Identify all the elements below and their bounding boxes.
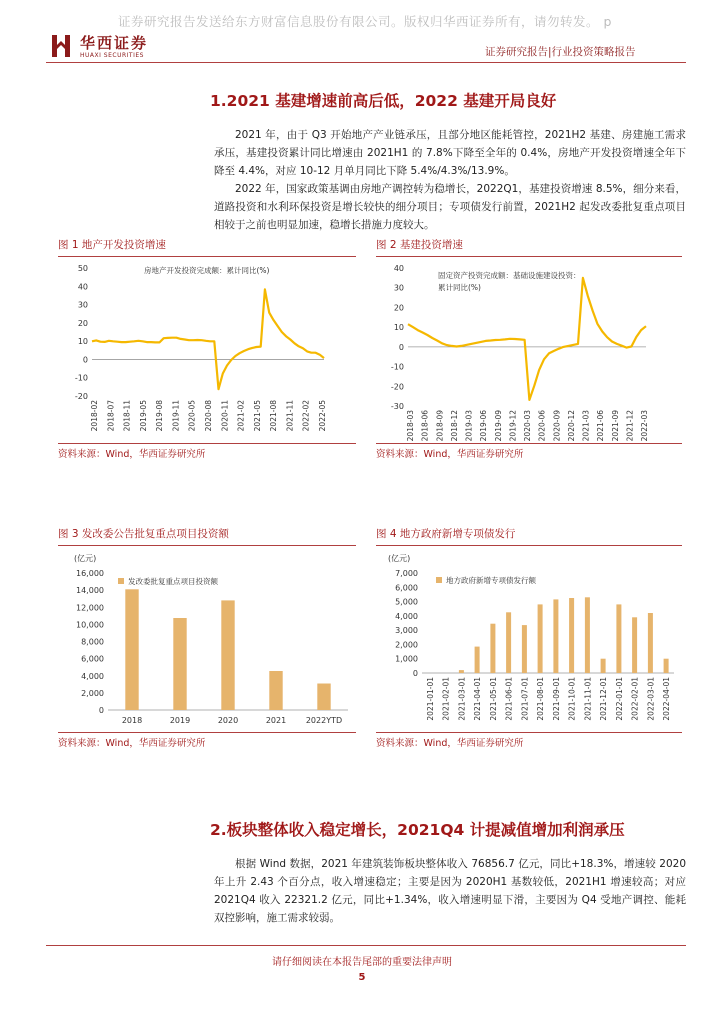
fig2-legend-text: 累计同比(%) <box>438 283 481 292</box>
fig4-category-label: 2021-02-01 <box>441 677 451 721</box>
fig2-bottom-rule <box>376 443 682 444</box>
fig3-bar <box>125 589 138 710</box>
footer-divider <box>46 945 686 946</box>
fig2-xtick-label: 2022-03 <box>640 410 649 442</box>
fig3-category-label: 2021 <box>265 716 287 725</box>
fig1-ytick-label: 0 <box>82 355 88 365</box>
fig2-xtick-label: 2021-06 <box>596 410 606 442</box>
fig4-category-label: 2022-04-01 <box>662 677 672 721</box>
fig1-xtick-label: 2022-05 <box>318 400 327 432</box>
section2-title: 2.板块整体收入稳定增长，2021Q4 计提减值增加利润承压 <box>210 821 625 839</box>
report-type-label: 证券研究报告|行业投资策略报告 <box>485 46 636 58</box>
fig2-xtick-label: 2021-03 <box>581 410 591 442</box>
fig3-ytick-label: 8,000 <box>81 637 104 647</box>
fig2-xtick-label: 2019-06 <box>479 410 489 442</box>
fig1-xtick-label: 2020-05 <box>187 400 197 432</box>
fig4-ytick-label: 2,000 <box>395 640 418 650</box>
fig2-ytick-label: -30 <box>390 402 404 411</box>
fig4-ytick-label: 4,000 <box>395 611 418 621</box>
logo-name-cn: 华西证券 <box>80 34 149 52</box>
fig2-ytick-label: -10 <box>390 362 404 372</box>
fig2-xtick-label: 2020-12 <box>566 410 576 442</box>
fig4-category-label: 2021-11-01 <box>583 677 593 721</box>
fig3-legend-text: 发改委批复重点项目投资额 <box>128 577 218 586</box>
fig4-ytick-label: 5,000 <box>395 597 418 607</box>
fig1-xtick-label: 2021-05 <box>252 400 262 432</box>
fig2-xtick-label: 2019-12 <box>508 410 518 442</box>
fig4-title: 图 4 地方政府新增专项债发行 <box>376 528 516 540</box>
fig1-ytick-label: 40 <box>77 282 88 292</box>
fig4-category-label: 2021-08-01 <box>536 677 546 721</box>
section1-title: 1.2021 基建增速前高后低，2022 基建开局良好 <box>210 92 557 110</box>
fig3-ytick-label: 6,000 <box>81 654 104 664</box>
fig2-source: 资料来源：Wind，华西证券研究所 <box>376 449 524 460</box>
fig2-xtick-label: 2018-12 <box>449 410 459 442</box>
fig3-category-label: 2020 <box>217 716 239 725</box>
fig1-ytick-label: 50 <box>77 264 88 273</box>
fig4-category-label: 2022-03-01 <box>646 677 656 721</box>
fig1-xtick-label: 2019-08 <box>155 400 165 432</box>
fig4-bar <box>522 625 527 673</box>
fig1-legend-text: 房地产开发投资完成额：累计同比(%) <box>144 266 270 275</box>
fig2-ytick-label: 10 <box>393 323 404 333</box>
fig4-bar <box>475 647 480 673</box>
fig2-legend-text: 固定资产投资完成额：基础设施建设投资： <box>438 271 581 280</box>
fig4-ytick-label: 6,000 <box>395 583 418 593</box>
fig2-xtick-label: 2019-09 <box>493 410 503 442</box>
fig2-title: 图 2 基建投资增速 <box>376 239 463 251</box>
fig4-category-label: 2021-05-01 <box>488 677 498 721</box>
fig2-series-line <box>408 278 646 400</box>
fig4-bar <box>506 612 511 673</box>
fig4-bar <box>648 613 653 673</box>
fig3-source: 资料来源：Wind，华西证券研究所 <box>58 738 206 749</box>
fig4-category-label: 2021-12-01 <box>599 677 609 721</box>
fig3-ytick-label: 16,000 <box>76 569 104 578</box>
fig3-ytick-label: 12,000 <box>76 603 104 613</box>
fig2-ytick-label: -20 <box>390 382 404 392</box>
fig1-xtick-label: 2020-11 <box>220 400 230 432</box>
fig3-bottom-rule <box>58 732 356 733</box>
fig4-category-label: 2021-04-01 <box>473 677 483 721</box>
section2-paragraph-1: 根据 Wind 数据，2021 年建筑装饰板块整体收入 76856.7 亿元，同比+18.3%，增速较 2020 年上升 2.43 个百分点，收入增速稳定；主要是因为 2020H1 基数较低，2021H1 增速较高；对应 2021Q4 收入 22321.2 亿元，同比+1.34%，收入增速明显下滑，主要因为 Q4 受地产调控、能耗双控影响，施工需求较弱。 <box>214 858 686 924</box>
page-number: 5 <box>358 972 366 983</box>
fig1-xtick-label: 2020-08 <box>204 400 213 432</box>
fig1-title: 图 1 地产开发投资增速 <box>58 239 166 251</box>
fig1-ytick-label: -20 <box>74 392 88 401</box>
fig1-bottom-rule <box>58 443 356 444</box>
fig2-xtick-label: 2021-12 <box>625 410 635 442</box>
fig4-ytick-label: 3,000 <box>395 626 418 636</box>
fig1-xtick-label: 2021-08 <box>269 400 279 432</box>
fig1-xtick-label: 2018-07 <box>106 400 116 432</box>
fig3-bar <box>221 600 234 710</box>
section1-paragraph-2: 2022 年，国家政策基调由房地产调控转为稳增长，2022Q1，基建投资增速 8.5%，细分来看，道路投资和水利环保投资是增长较快的细分项目；专项债发行前置，2021H2 起发改委批复重点项目相较于之前也明显加速，稳增长措施力度较大。 <box>214 183 686 231</box>
fig1-xtick-label: 2022-02 <box>301 400 311 432</box>
fig3-category-label: 2022YTD <box>305 716 343 725</box>
fig4-ytick-label: 7,000 <box>395 569 418 578</box>
fig3-ytick-label: 4,000 <box>81 671 104 681</box>
fig1-ytick-label: -10 <box>74 373 88 383</box>
fig4-unit-label: (亿元) <box>388 554 411 563</box>
fig4-category-label: 2022-01-01 <box>614 677 624 721</box>
fig4-bar <box>632 617 637 673</box>
fig1-source: 资料来源：Wind，华西证券研究所 <box>58 449 206 460</box>
header-divider <box>46 62 686 63</box>
fig4-ytick-label: 0 <box>412 669 418 678</box>
fig4-category-label: 2021-10-01 <box>567 677 577 721</box>
fig2-xtick-label: 2018-06 <box>420 410 430 442</box>
fig2-ytick-label: 40 <box>393 264 404 273</box>
fig1-ytick-label: 20 <box>77 318 88 328</box>
fig3-category-label: 2019 <box>169 716 191 725</box>
fig4-bar <box>664 659 669 673</box>
legal-notice: 请仔细阅读在本报告尾部的重要法律声明 <box>272 957 452 968</box>
fig4-legend-text: 地方政府新增专项债发行额 <box>446 576 536 585</box>
fig3-title: 图 3 发改委公告批复重点项目投资额 <box>58 528 229 540</box>
fig2-xtick-label: 2021-09 <box>610 410 620 442</box>
fig3-bar <box>317 684 330 711</box>
fig1-xtick-label: 2018-11 <box>122 400 132 432</box>
fig4-bar <box>553 599 558 673</box>
fig4-title-rule <box>376 545 682 546</box>
fig4-bar <box>569 598 574 673</box>
fig2-title-rule <box>376 256 682 257</box>
fig2-xtick-label: 2020-03 <box>523 410 532 442</box>
fig4-chart <box>376 548 682 730</box>
fig2-xtick-label: 2020-09 <box>552 410 562 442</box>
section2-body <box>214 855 686 927</box>
fig2-ytick-label: 30 <box>393 283 404 293</box>
fig4-category-label: 2021-07-01 <box>520 677 530 721</box>
fig1-series-line <box>92 289 324 389</box>
fig2-xtick-label: 2020-06 <box>537 410 547 442</box>
fig2-chart <box>376 258 682 442</box>
fig4-legend-swatch <box>436 577 442 583</box>
fig1-chart <box>58 258 358 442</box>
fig1-xtick-label: 2021-02 <box>236 400 246 432</box>
fig2-xtick-label: 2018-09 <box>435 410 445 442</box>
fig1-ytick-label: 10 <box>77 337 88 347</box>
fig3-chart <box>58 548 358 730</box>
fig4-category-label: 2021-03-01 <box>457 677 467 721</box>
fig3-ytick-label: 14,000 <box>76 586 104 596</box>
fig4-category-label: 2022-02-01 <box>630 677 640 721</box>
fig1-xtick-label: 2019-11 <box>171 400 181 432</box>
fig3-unit-label: (亿元) <box>74 554 97 563</box>
section1-paragraph-1: 2021 年，由于 Q3 开始地产产业链承压，且部分地区能耗管控，2021H2 基建、房建施工需求承压，基建投资累计同比增速由 2021H1 的 7.8%下降至全年的 0.4%，房地产开发投资增速全年下降至 4.4%，对应 10-12 月单月同比下降 5.4%/4.3%/13.9%。 <box>214 129 686 177</box>
fig4-bar <box>601 659 606 673</box>
fig3-bar <box>269 671 282 710</box>
fig4-bar <box>585 597 590 673</box>
fig3-title-rule <box>58 545 356 546</box>
fig2-ytick-label: 0 <box>398 342 404 352</box>
fig3-ytick-label: 0 <box>98 706 104 715</box>
fig2-xtick-label: 2018-03 <box>406 410 415 442</box>
fig2-xtick-label: 2019-03 <box>464 410 474 442</box>
fig4-category-label: 2021-01-01 <box>425 677 435 721</box>
fig4-category-label: 2021-09-01 <box>551 677 561 721</box>
fig3-ytick-label: 10,000 <box>76 620 104 630</box>
logo-name-en: HUAXI SECURITIES <box>80 52 144 59</box>
fig4-category-label: 2021-06-01 <box>504 677 514 721</box>
fig4-bar <box>490 624 495 673</box>
fig1-xtick-label: 2021-11 <box>285 400 295 432</box>
fig4-ytick-label: 1,000 <box>395 654 418 664</box>
fig4-bottom-rule <box>376 732 682 733</box>
fig3-ytick-label: 2,000 <box>81 688 104 698</box>
huaxi-logo-icon <box>50 33 72 59</box>
fig1-xtick-label: 2018-02 <box>90 400 99 432</box>
fig1-title-rule <box>58 256 356 257</box>
fig1-ytick-label: 30 <box>77 300 88 310</box>
fig4-bar <box>616 604 621 673</box>
fig2-ytick-label: 20 <box>393 303 404 313</box>
fig3-bar <box>173 618 186 710</box>
section1-body <box>214 126 686 234</box>
watermark-text: 证券研究报告发送给东方财富信息股份有限公司。版权归华西证券所有，请勿转发。 p <box>118 14 612 29</box>
fig4-bar <box>538 604 543 673</box>
fig1-xtick-label: 2019-05 <box>138 400 148 432</box>
fig4-bar <box>459 670 464 673</box>
fig3-legend-swatch <box>118 578 124 584</box>
fig4-source: 资料来源：Wind，华西证券研究所 <box>376 738 524 749</box>
fig3-category-label: 2018 <box>121 716 143 725</box>
